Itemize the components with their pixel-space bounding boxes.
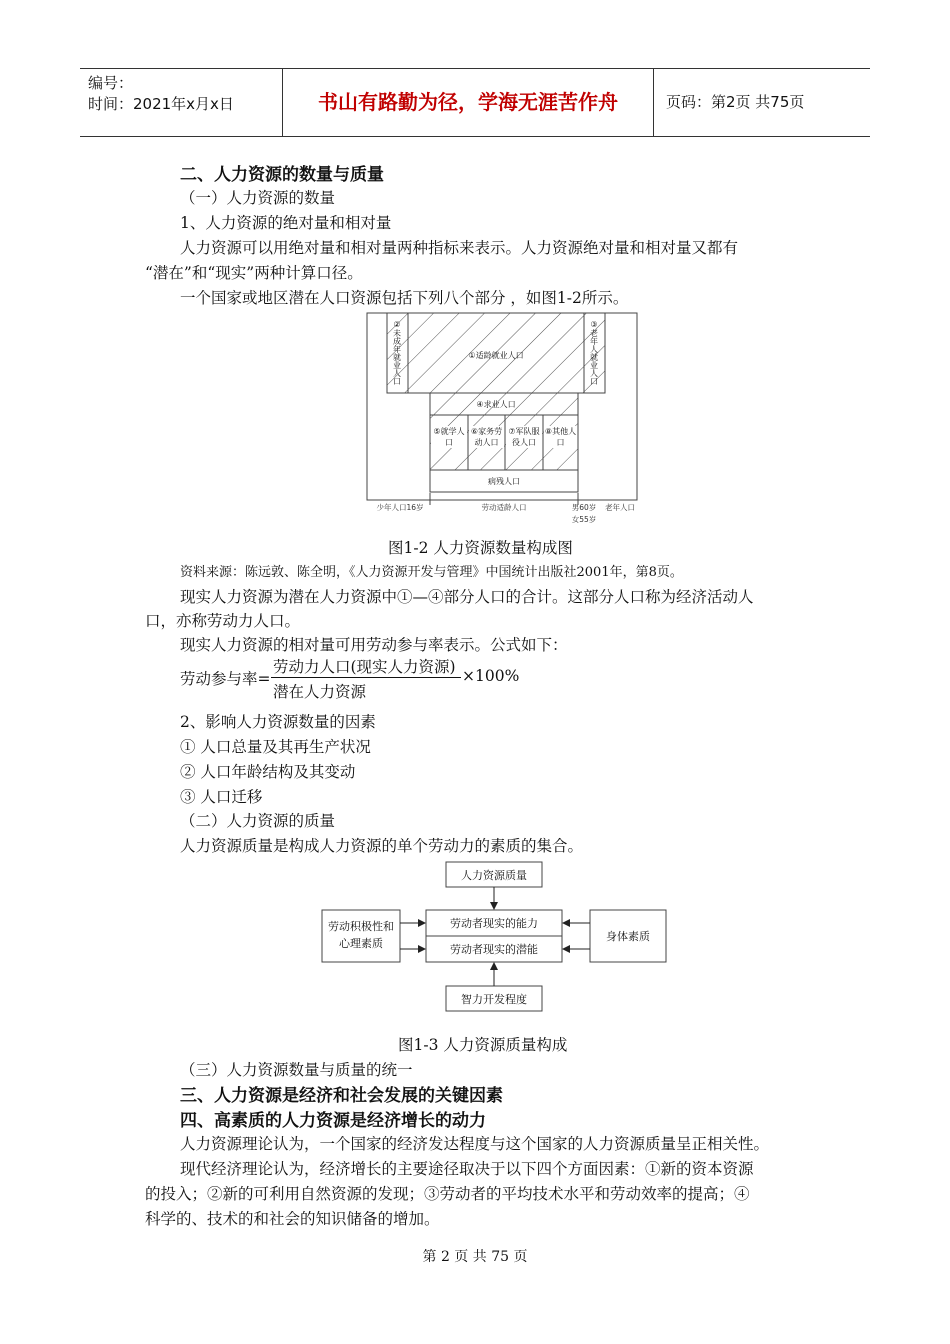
doc-time-label: 时间：2021年x月x日 (88, 95, 234, 113)
list-item: ① 人口总量及其再生产状况 (180, 738, 371, 756)
subsection-factors: 2、影响人力资源数量的因素 (180, 713, 376, 731)
fig12-seek-label: ④求业人口 (476, 400, 516, 409)
formula-lhs: 劳动参与率= (180, 670, 271, 688)
figure-1-2-diagram (360, 310, 650, 530)
subsection-quality: （二）人力资源的质量 (180, 812, 336, 830)
section-heading-4: 四、高素质的人力资源是经济增长的动力 (180, 1111, 486, 1131)
list-item: ② 人口年龄结构及其变动 (180, 763, 356, 781)
fig12-sick-label: 病残人口 (488, 477, 520, 486)
fig12-center-label: ①适龄就业人口 (468, 351, 524, 360)
fig12-axis-right: 老年人口 (605, 503, 635, 512)
paragraph-line: 现实人力资源的相对量可用劳动参与率表示。公式如下： (180, 636, 568, 654)
subsection-unity: （三）人力资源数量与质量的统一 (180, 1061, 413, 1079)
fig13-right-box: 身体素质 (606, 930, 650, 943)
fig12-army-label: ⑦军队服役人口 (506, 426, 542, 448)
fig12-other-label: ⑧其他人口 (544, 427, 577, 447)
page-footer: 第 2 页 共 75 页 (422, 1249, 528, 1265)
page-header (80, 68, 870, 137)
paragraph-line: 人力资源质量是构成人力资源的单个劳动力的素质的集合。 (180, 837, 584, 855)
fig12-left-top-label: ②未成年就业人口 (392, 320, 402, 385)
header-motto: 书山有路勤为径，学海无涯苦作舟 (283, 69, 654, 136)
paragraph-line: “潜在”和“现实”两种计算口径。 (145, 264, 363, 282)
fig12-study-label: ⑤就学人口 (431, 426, 467, 448)
formula-fraction-bar (271, 677, 461, 678)
figure-1-2-caption: 图1-2 人力资源数量构成图 (388, 539, 573, 557)
paragraph-line: 人力资源理论认为，一个国家的经济发达程度与这个国家的人力资源质量呈正相关性。 (180, 1135, 770, 1153)
fig12-axis-male60: 男60岁 (571, 503, 597, 512)
section-heading-2: 二、人力资源的数量与质量 (180, 165, 384, 185)
fig12-axis-female55: 女55岁 (571, 515, 597, 524)
paragraph-line: 一个国家或地区潜在人口资源包括下列八个部分 ，如图1-2所示。 (180, 289, 629, 307)
fig13-mid-box-1: 劳动者现实的能力 (450, 917, 538, 930)
paragraph-line: 现代经济理论认为，经济增长的主要途径取决于以下四个方面因素：①新的资本资源 (180, 1160, 754, 1178)
paragraph-line: 现实人力资源为潜在人力资源中①—④部分人口的合计。这部分人口称为经济活动人 (180, 588, 754, 606)
paragraph-line: 的投入；②新的可利用自然资源的发现；③劳动者的平均技术水平和劳动效率的提高；④ (145, 1185, 750, 1203)
formula-numerator: 劳动力人口(现实人力资源) (273, 658, 456, 676)
figure-1-3-diagram (318, 858, 670, 1014)
figure-1-3-caption: 图1-3 人力资源质量构成 (398, 1036, 568, 1054)
header-page-info: 页码：第2页 共75页 (666, 93, 805, 111)
fig13-left-box: 劳动积极性和心理素质 (328, 920, 394, 950)
formula-rhs: ×100% (462, 667, 520, 685)
formula-denominator: 潜在人力资源 (273, 683, 367, 701)
subsection-quantity: （一）人力资源的数量 (180, 189, 336, 207)
list-item: ③ 人口迁移 (180, 788, 263, 806)
fig12-axis-mid: 劳动适龄人口 (481, 503, 527, 512)
section-heading-3: 三、人力资源是经济和社会发展的关键因素 (180, 1086, 503, 1106)
fig13-top-box: 人力资源质量 (461, 869, 527, 882)
figure-1-2-source: 资料来源：陈远敦、陈全明，《人力资源开发与管理》中国统计出版社2001年，第8页。 (180, 565, 683, 580)
fig12-house-label: ⑥家务劳动人口 (470, 427, 503, 447)
fig13-bottom-box: 智力开发程度 (461, 993, 527, 1006)
doc-number-label: 编号： (88, 74, 134, 92)
fig12-axis-left: 少年人口16岁 (376, 503, 424, 512)
fig13-mid-box-2: 劳动者现实的潜能 (450, 943, 538, 956)
paragraph-line: 科学的、技术的和社会的知识储备的增加。 (145, 1210, 440, 1228)
fig12-right-top-label: ③老年人就业人口 (589, 320, 599, 385)
paragraph-line: 人力资源可以用绝对量和相对量两种指标来表示。人力资源绝对量和相对量又都有 (180, 239, 739, 257)
header-info-cell (80, 69, 283, 136)
paragraph-line: 口，亦称劳动力人口。 (145, 612, 301, 630)
subsection-absolute-relative: 1、人力资源的绝对量和相对量 (180, 214, 392, 232)
